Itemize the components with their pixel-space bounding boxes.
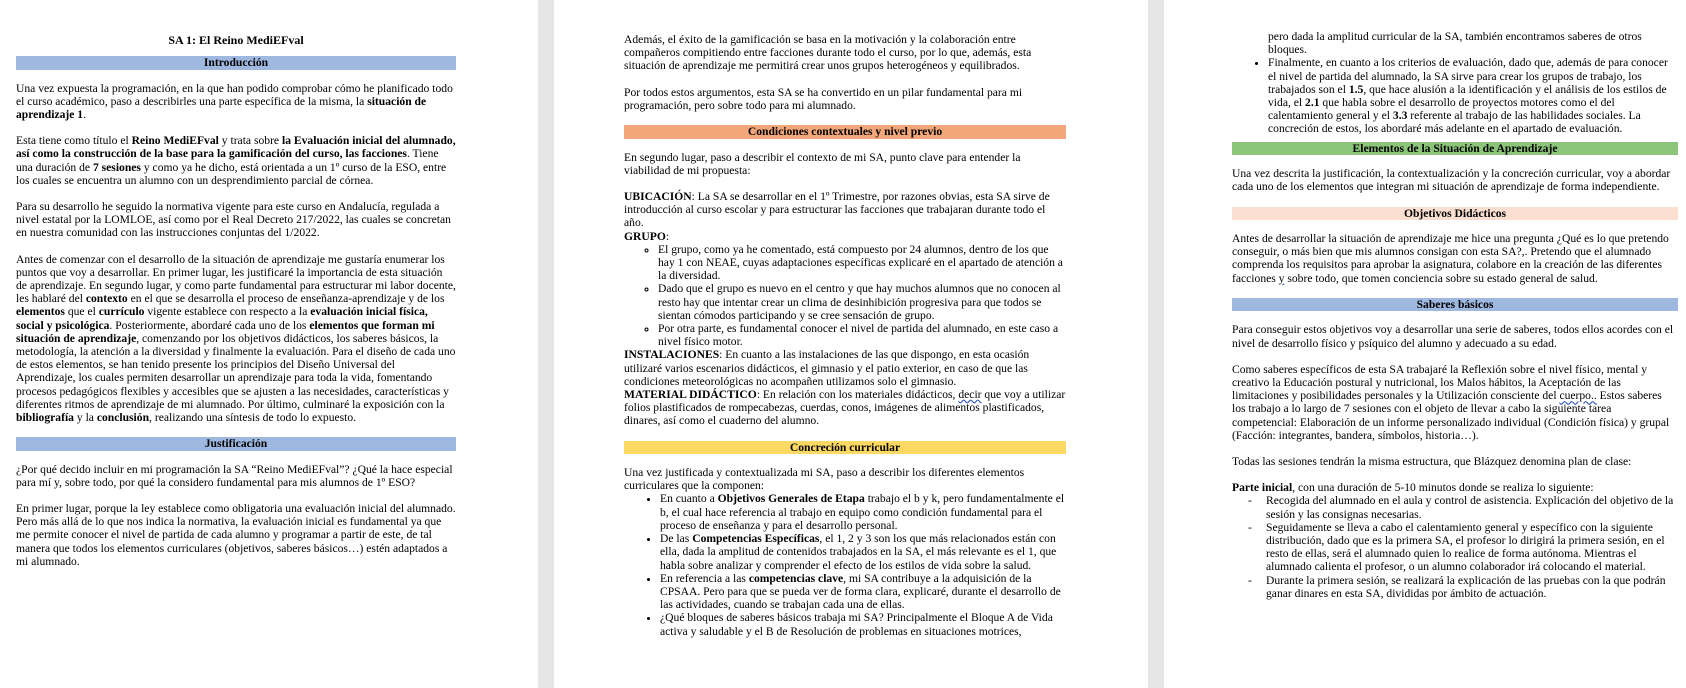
text: , con una duración de 5-10 minutos donde se realiza lo siguiente:: [1292, 481, 1594, 495]
text: Antes de desarrollar la situación de aprendizaje me hice una pregunta ¿Qué es lo que pretendo conseguir, o más bien que mis alumnos consigan con esta SA?,. Pretendo que el alumnado comprenda los requisitos para aprobar la asignatura, colabore en la creación de las diferentes facciones: [1232, 232, 1669, 285]
list-item: ◦ El grupo, como ya he comentado, está compuesto por 24 alumnos, dentro de los que hay 1 con NEAE, cuyas adaptaciones específicas explicaré en el apartado de atención a la diversidad.: [658, 243, 1066, 283]
list-item: • ¿Qué bloques de saberes básicos trabaja mi SA? Principalmente el Bloque A de Vida activa y saludable y el B de Resolución de problemas en situaciones motrices,: [660, 611, 1066, 637]
label: INSTALACIONES: [624, 348, 720, 362]
paragraph: ¿Por qué decido incluir en mi programación la SA “Reino MediEFval”? ¿Qué la hace especial para mí y, sobre todo, por qué la considero fundamental para mis alumnos de 1º ESO?: [16, 462, 453, 489]
list-item: - Recogida del alumnado en el aula y control de asistencia. Explicación del objetivo de la sesión y las consignas necesarias.: [1266, 494, 1678, 520]
section-heading-concrecion: Concreción curricular: [624, 441, 1066, 455]
parte-inicial-list: [1232, 494, 1678, 600]
label: Parte inicial: [1232, 481, 1293, 495]
list-item: ◦ Por otra parte, es fundamental conocer el nivel de partida del alumnado, en este caso a nivel físico motor.: [658, 322, 1066, 348]
section-heading-elementos: Elementos de la Situación de Aprendizaje: [1232, 142, 1678, 156]
section-heading-objetivos: Objetivos Didácticos: [1232, 207, 1678, 221]
continued-list-text: pero dada la amplitud curricular de la SA, también encontramos saberes de otros bloques.: [1268, 30, 1642, 57]
page-title: SA 1: El Reino MediEFval: [168, 33, 304, 47]
paragraph: Esta tiene como título el Reino MediEFval y trata sobre la Evaluación inicial del alumnado, así como la construcción de la base para la gamificación del curso, las facciones. Tiene una duración de 7 sesiones y como ya he dicho, está orientada a un 1º curso de la ESO, entre los cuales se encuentra un alumno con un desprendimiento parcial de córnea.: [16, 134, 456, 187]
section-heading-condiciones: Condiciones contextuales y nivel previo: [624, 125, 1066, 139]
paragraph: [1232, 363, 1678, 442]
paragraph: [1232, 232, 1678, 285]
label: MATERIAL DIDÁCTICO: [624, 387, 757, 401]
document-page-1: [0, 0, 538, 688]
label: UBICACIÓN: [624, 189, 692, 203]
list-item: - Seguidamente se lleva a cabo el calentamiento general y específico con la siguiente distribución, dado que es la primera SA, el profesor lo dirigirá la primera sesión, en el resto de ellas, será el alumnado quien lo realice de forma autónoma. Mientras el alumnado calienta el profesor, o un alumno colaborador irá colocando el material.: [1266, 521, 1678, 574]
text: : En relación con los materiales didácticos,: [756, 387, 959, 401]
list-item: • De las Competencias Específicas, el 1, 2 y 3 son los que más relacionados están con ella, dada la amplitud de contenidos trabajados en la SA, el más relevante es el 1, que habla sobre analizar y comprender el efecto de los estilos de vida sobre la salud.: [660, 532, 1066, 572]
paragraph: Una vez expuesta la programación, en la que han podido comprobar cómo he planificado todo el curso académico, paso a describirles una parte específica de la misma, la situación de aprendizaje 1.: [16, 81, 453, 121]
spellcheck-word: decir: [958, 387, 982, 401]
spellcheck-word: cuerpo..: [1559, 389, 1597, 403]
concrecion-list: [624, 492, 1066, 637]
list-item: ◦ Dado que el grupo es nuevo en el centro y que hay muchos alumnos que no conocen al resto hay que intentar crear un clima de desinhibición progresiva para que todos se sientan cómodos participando y se cree sensación de grupo.: [658, 282, 1066, 322]
label: GRUPO: [624, 229, 666, 243]
text: : La SA se desarrollar en el 1º Trimestre, por razones obvias, esta SA sirve de introducción al curso escolar y para estructurar las facciones que trabajaran durante todo el año.: [624, 189, 1050, 230]
list-item: - Durante la primera sesión, se realizará la explicación de las pruebas con la que podrán ganar dinares en esta SA, divididas por ámbito de actuación.: [1266, 574, 1678, 600]
grupo-list: [624, 243, 1066, 349]
instalaciones-paragraph: [624, 348, 1066, 388]
list-item: • Finalmente, en cuanto a los criterios de evaluación, dado que, además de para conocer el nivel de partida del alumnado, la SA sirve para crear los grupos de trabajo, los trabajados son el 1.5, que hace alusión a la identificación y el análisis de los estilos de vida, el 2.1 que habla sobre el desarrollo de proyectos motores como el del calentamiento general y el 3.3 referente al trabajo de las habilidades sociales. La concreción de estos, los abordaré más adelante en el apartado de evaluación.: [1268, 56, 1678, 135]
evaluacion-list: [1232, 56, 1678, 135]
paragraph: Una vez descrita la justificación, la contextualización y la concreción curricular, voy a abordar cada uno de los elementos que integran mi situación de aprendizaje de forma independiente.: [1232, 167, 1671, 194]
paragraph: Una vez justificada y contextualizada mi SA, paso a describir los diferentes elementos curriculares que la componen:: [624, 466, 1025, 493]
material-paragraph: [624, 388, 1066, 428]
document-page-3: [1164, 0, 1686, 688]
section-heading-saberes: Saberes básicos: [1232, 298, 1678, 312]
paragraph: Además, el éxito de la gamificación se basa en la motivación y la colaboración entre compañeros compitiendo entre facciones durante todo el curso, por lo que, además, esta situación de aprendizaje me permitirá crear unos grupos heterogéneos y equilibrados.: [624, 33, 1032, 73]
spellcheck-word: y: [1278, 271, 1285, 285]
text: que voy a utilizar folios plastificados de rompecabezas, cuerdas, conos, imágenes de alimentos plastificados, dinares, así como el cuaderno del alumno.: [624, 387, 1066, 428]
text: Como saberes específicos de esta SA trabajaré la Reflexión sobre el nivel físico, mental y creativo la Educación postural y nutricional, los Malos hábitos, la Aceptación de las limitaciones y posibilidades personales y la Utilización consciente del: [1232, 362, 1647, 403]
section-heading-justificacion: Justificación: [16, 437, 456, 451]
document-page-2: [554, 0, 1148, 688]
paragraph: Antes de comenzar con el desarrollo de la situación de aprendizaje me gustaría enumerar los puntos que voy a desarrollar. En primer lugar, les justificaré la importancia de esta situación de aprendizaje. En segundo lugar, y como parte fundamental para estructurar mi labor docente, les hablaré del contexto en el que se desarrolla el proceso de enseñanza-aprendizaje y de los elementos que el currículo vigente establece con respecto a la evaluación inicial física, social y psicológica. Posteriormente, abordaré cada uno de los elementos que forman mi situación de aprendizaje, comenzando por los objetivos didácticos, los saberes básicos, la metodología, la atención a la diversidad y finalmente la evaluación. Para el diseño de cada uno de estos elementos, se han tenido presente los principios del Diseño Universal del Aprendizaje, los cuales permiten desarrollar un aprendizaje para toda la vida, fomentando procesos pedagógicos flexibles y accesibles que se ajusten a las necesidades, características y diferentes ritmos de aprendizaje de mi alumnado. Por último, culminaré la exposición con la bibliografía y la conclusión, realizando una síntesis de todo lo expuesto.: [16, 252, 456, 424]
paragraph: Todas las sesiones tendrán la misma estructura, que Blázquez denomina plan de clase:: [1232, 454, 1632, 468]
list-item: • En referencia a las competencias clave, mi SA contribuye a la adquisición de la CPSAA. Pero para que se pueda ver de forma clara, explicaré, durante el desarrollo de las actividades, cuando se trabajan cada una de ellas.: [660, 572, 1066, 612]
paragraph: Por todos estos argumentos, esta SA se ha convertido en un pilar fundamental para mi programación, pero sobre todo para mi alumnado.: [624, 85, 1023, 112]
list-item: • En cuanto a Objetivos Generales de Etapa trabajo el b y k, pero fundamentalmente el b, el cual hace referencia al trabajo en equipo como condición fundamental para el proceso de enseñanza y para el desarrollo personal.: [660, 492, 1066, 532]
text: : En cuanto a las instalaciones de las que dispongo, en esta ocasión utilizaré varios escenarios didácticos, el gimnasio y el patio exterior, en caso de que las condiciones meteorológicas no acompañen utilizamos solo el gimnasio.: [624, 348, 1030, 388]
paragraph: Para su desarrollo he seguido la normativa vigente para este curso en Andalucía, regulada a nivel estatal por la LOMLOE, así como por el Real Decreto 217/2022, las cuales se concretan en nuestra comunidad con las instrucciones conjuntas del 1/2022.: [16, 199, 451, 240]
paragraph: Para conseguir estos objetivos voy a desarrollar una serie de saberes, todos ellos acordes con el nivel de desarrollo físico y psíquico del alumno y adecuado a su edad.: [1232, 323, 1674, 350]
text: sobre todo, que tomen conciencia sobre su estado general de salud.: [1284, 271, 1598, 285]
grupo-paragraph: GRUPO:: [624, 229, 670, 243]
text: Estos saberes los trabajo a lo largo de 7 sesiones con el objeto de llevar a cabo la siguiente tarea competencial: Elaboración de un informe personalizado individual (Condición física) y grupal (Facción: integrantes, bandera, símbolos, historia…).: [1232, 389, 1670, 442]
paragraph: En segundo lugar, paso a describir el contexto de mi SA, punto clave para entender la viabilidad de mi propuesta:: [624, 150, 1021, 177]
parte-inicial-paragraph: [1232, 481, 1678, 494]
paragraph: En primer lugar, porque la ley establece como obligatoria una evaluación inicial del alumnado. Pero más allá de lo que nos indica la normativa, la evaluación inicial es fundamental ya que me permite conocer el nivel de partida de cada alumno y programar a partir de este, de tal manera que todos los elementos curriculares (objetivos, saberes básicos…) estén adaptados a mi alumnado.: [16, 502, 456, 568]
ubicacion-paragraph: [624, 190, 1066, 230]
section-heading-introduccion: Introducción: [16, 56, 456, 70]
